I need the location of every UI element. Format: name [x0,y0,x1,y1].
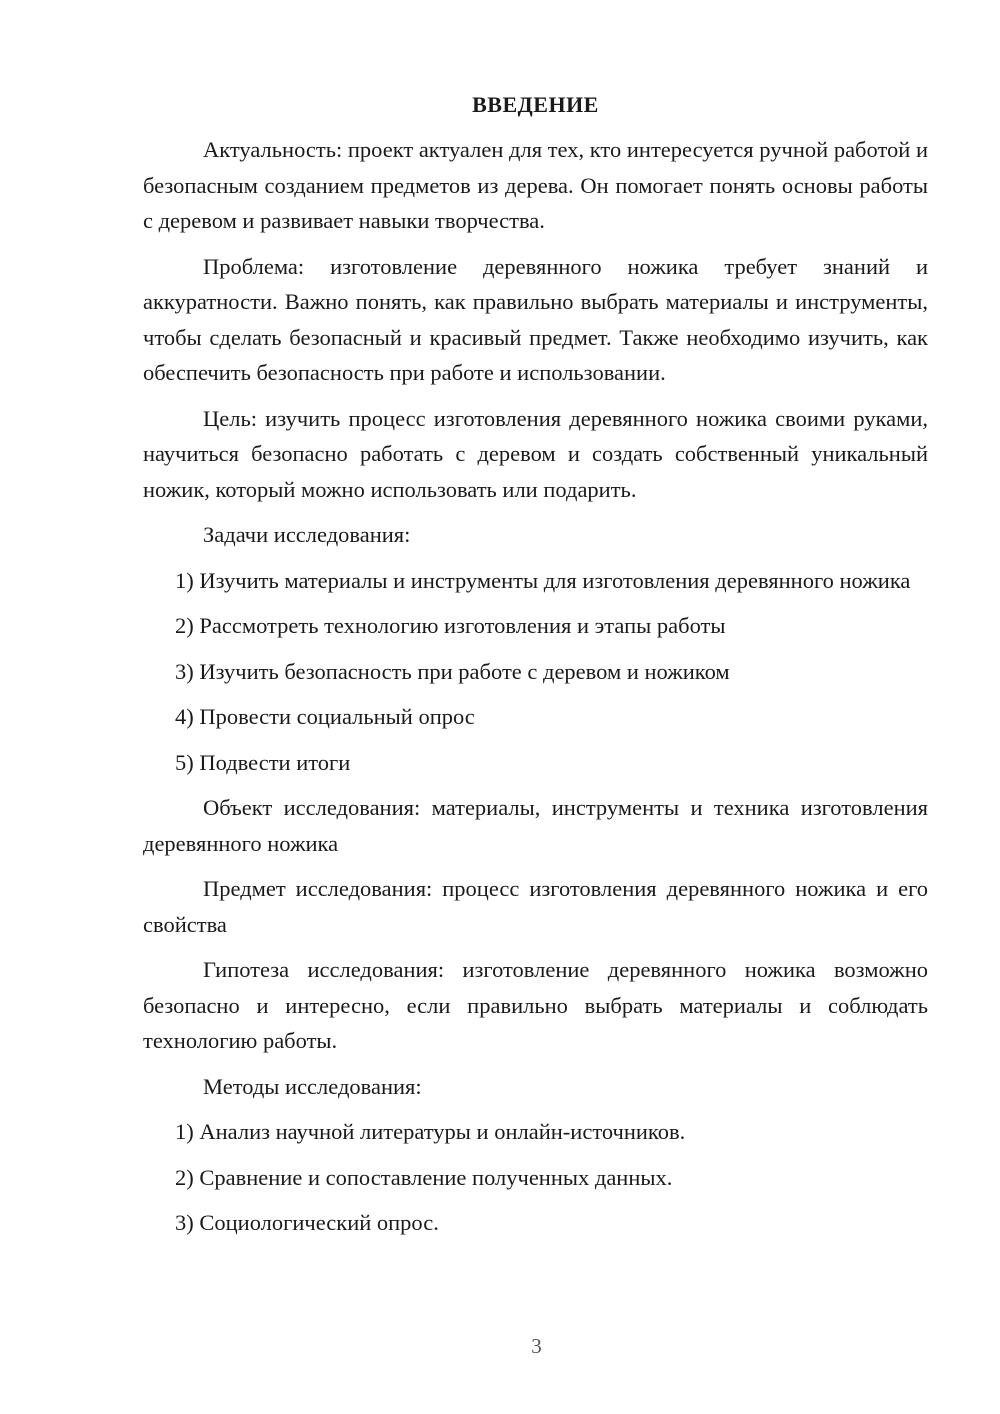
tasks-heading: Задачи исследования: [203,522,411,547]
list-item: 2) Сравнение и сопоставление полученных данных. [175,1164,673,1190]
paragraph-hypothesis: Гипотеза исследования: изготовление деревянного ножика возможно безопасно и интересно, если правильно выбрать материалы и соблюдать технологию работы. [143,957,928,1053]
list-item: 1) Изучить материалы и инструменты для изготовления деревянного ножика [175,567,911,593]
list-item: 3) Социологический опрос. [175,1210,439,1235]
page-number: 3 [531,1334,542,1358]
paragraph-problem: Проблема: изготовление деревянного ножика требует знаний и аккуратности. Важно понять, как правильно выбрать материалы и инструменты, чтобы сделать безопасный и красивый предмет. Также необходимо изучить, как обеспечить безопасность при работе и использовании. [143,253,928,385]
paragraph-goal: Цель: изучить процесс изготовления деревянного ножика своими руками, научиться безопасно работать с деревом и создать собственный уникальный ножик, который можно использовать или подарить. [143,405,928,502]
document-page [143,92,928,1251]
paragraph-subject: Предмет исследования: процесс изготовления деревянного ножика и его свойства [143,876,928,937]
list-item: 4) Провести социальный опрос [175,704,475,729]
methods-heading: Методы исследования: [203,1073,422,1099]
list-item: 5) Подвести итоги [175,749,351,775]
paragraph-relevance: Актуальность: проект актуален для тех, кто интересуется ручной работой и безопасным созданием предметов из дерева. Он помогает понять основы работы с деревом и развивает навыки творчества. [143,137,928,233]
list-item: 2) Рассмотреть технологию изготовления и этапы работы [175,613,726,638]
paragraph-object: Объект исследования: материалы, инструменты и техника изготовления деревянного ножика [143,795,928,856]
page-title: ВВЕДЕНИЕ [472,92,599,117]
list-item: 3) Изучить безопасность при работе с деревом и ножиком [175,658,730,684]
methods-list [143,1114,928,1241]
list-item: 1) Анализ научной литературы и онлайн-источников. [175,1119,686,1144]
tasks-list [143,563,928,781]
